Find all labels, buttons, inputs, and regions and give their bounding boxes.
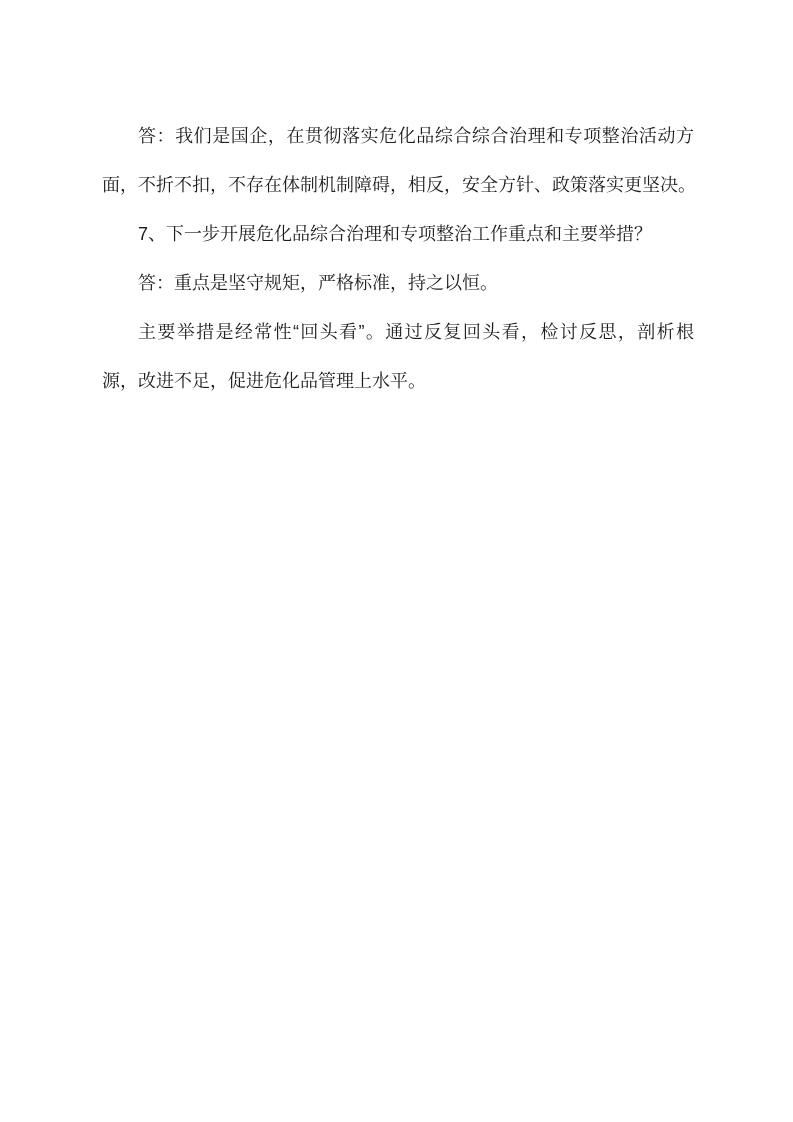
- paragraph-answer-6: [102, 112, 694, 210]
- paragraph-answer-7-measures: [102, 308, 694, 406]
- document-body: [102, 112, 694, 406]
- answer-7-measures-line-1: 主要举措是经常性“回头看”。通过反复回头看，检讨反思，剖析根: [138, 322, 694, 342]
- answer-7-measures-line-2: 源，改进不足，促进危化品管理上水平。: [102, 371, 426, 391]
- question-7-line-1: 7、下一步开展危化品综合治理和专项整治工作重点和主要举措？: [138, 224, 653, 244]
- answer-6-line-1: 答：我们是国企，在贯彻落实危化品综合综合治理和专项整治活动方: [138, 126, 694, 146]
- paragraph-question-7: [102, 210, 694, 259]
- answer-7-keypoints-line-1: 答：重点是坚守规矩，严格标准，持之以恒。: [138, 273, 498, 293]
- answer-6-line-2: 面，不折不扣，不存在体制机制障碍，相反，安全方针、政策落实更坚决。: [102, 175, 696, 195]
- paragraph-answer-7-keypoints: [102, 259, 694, 308]
